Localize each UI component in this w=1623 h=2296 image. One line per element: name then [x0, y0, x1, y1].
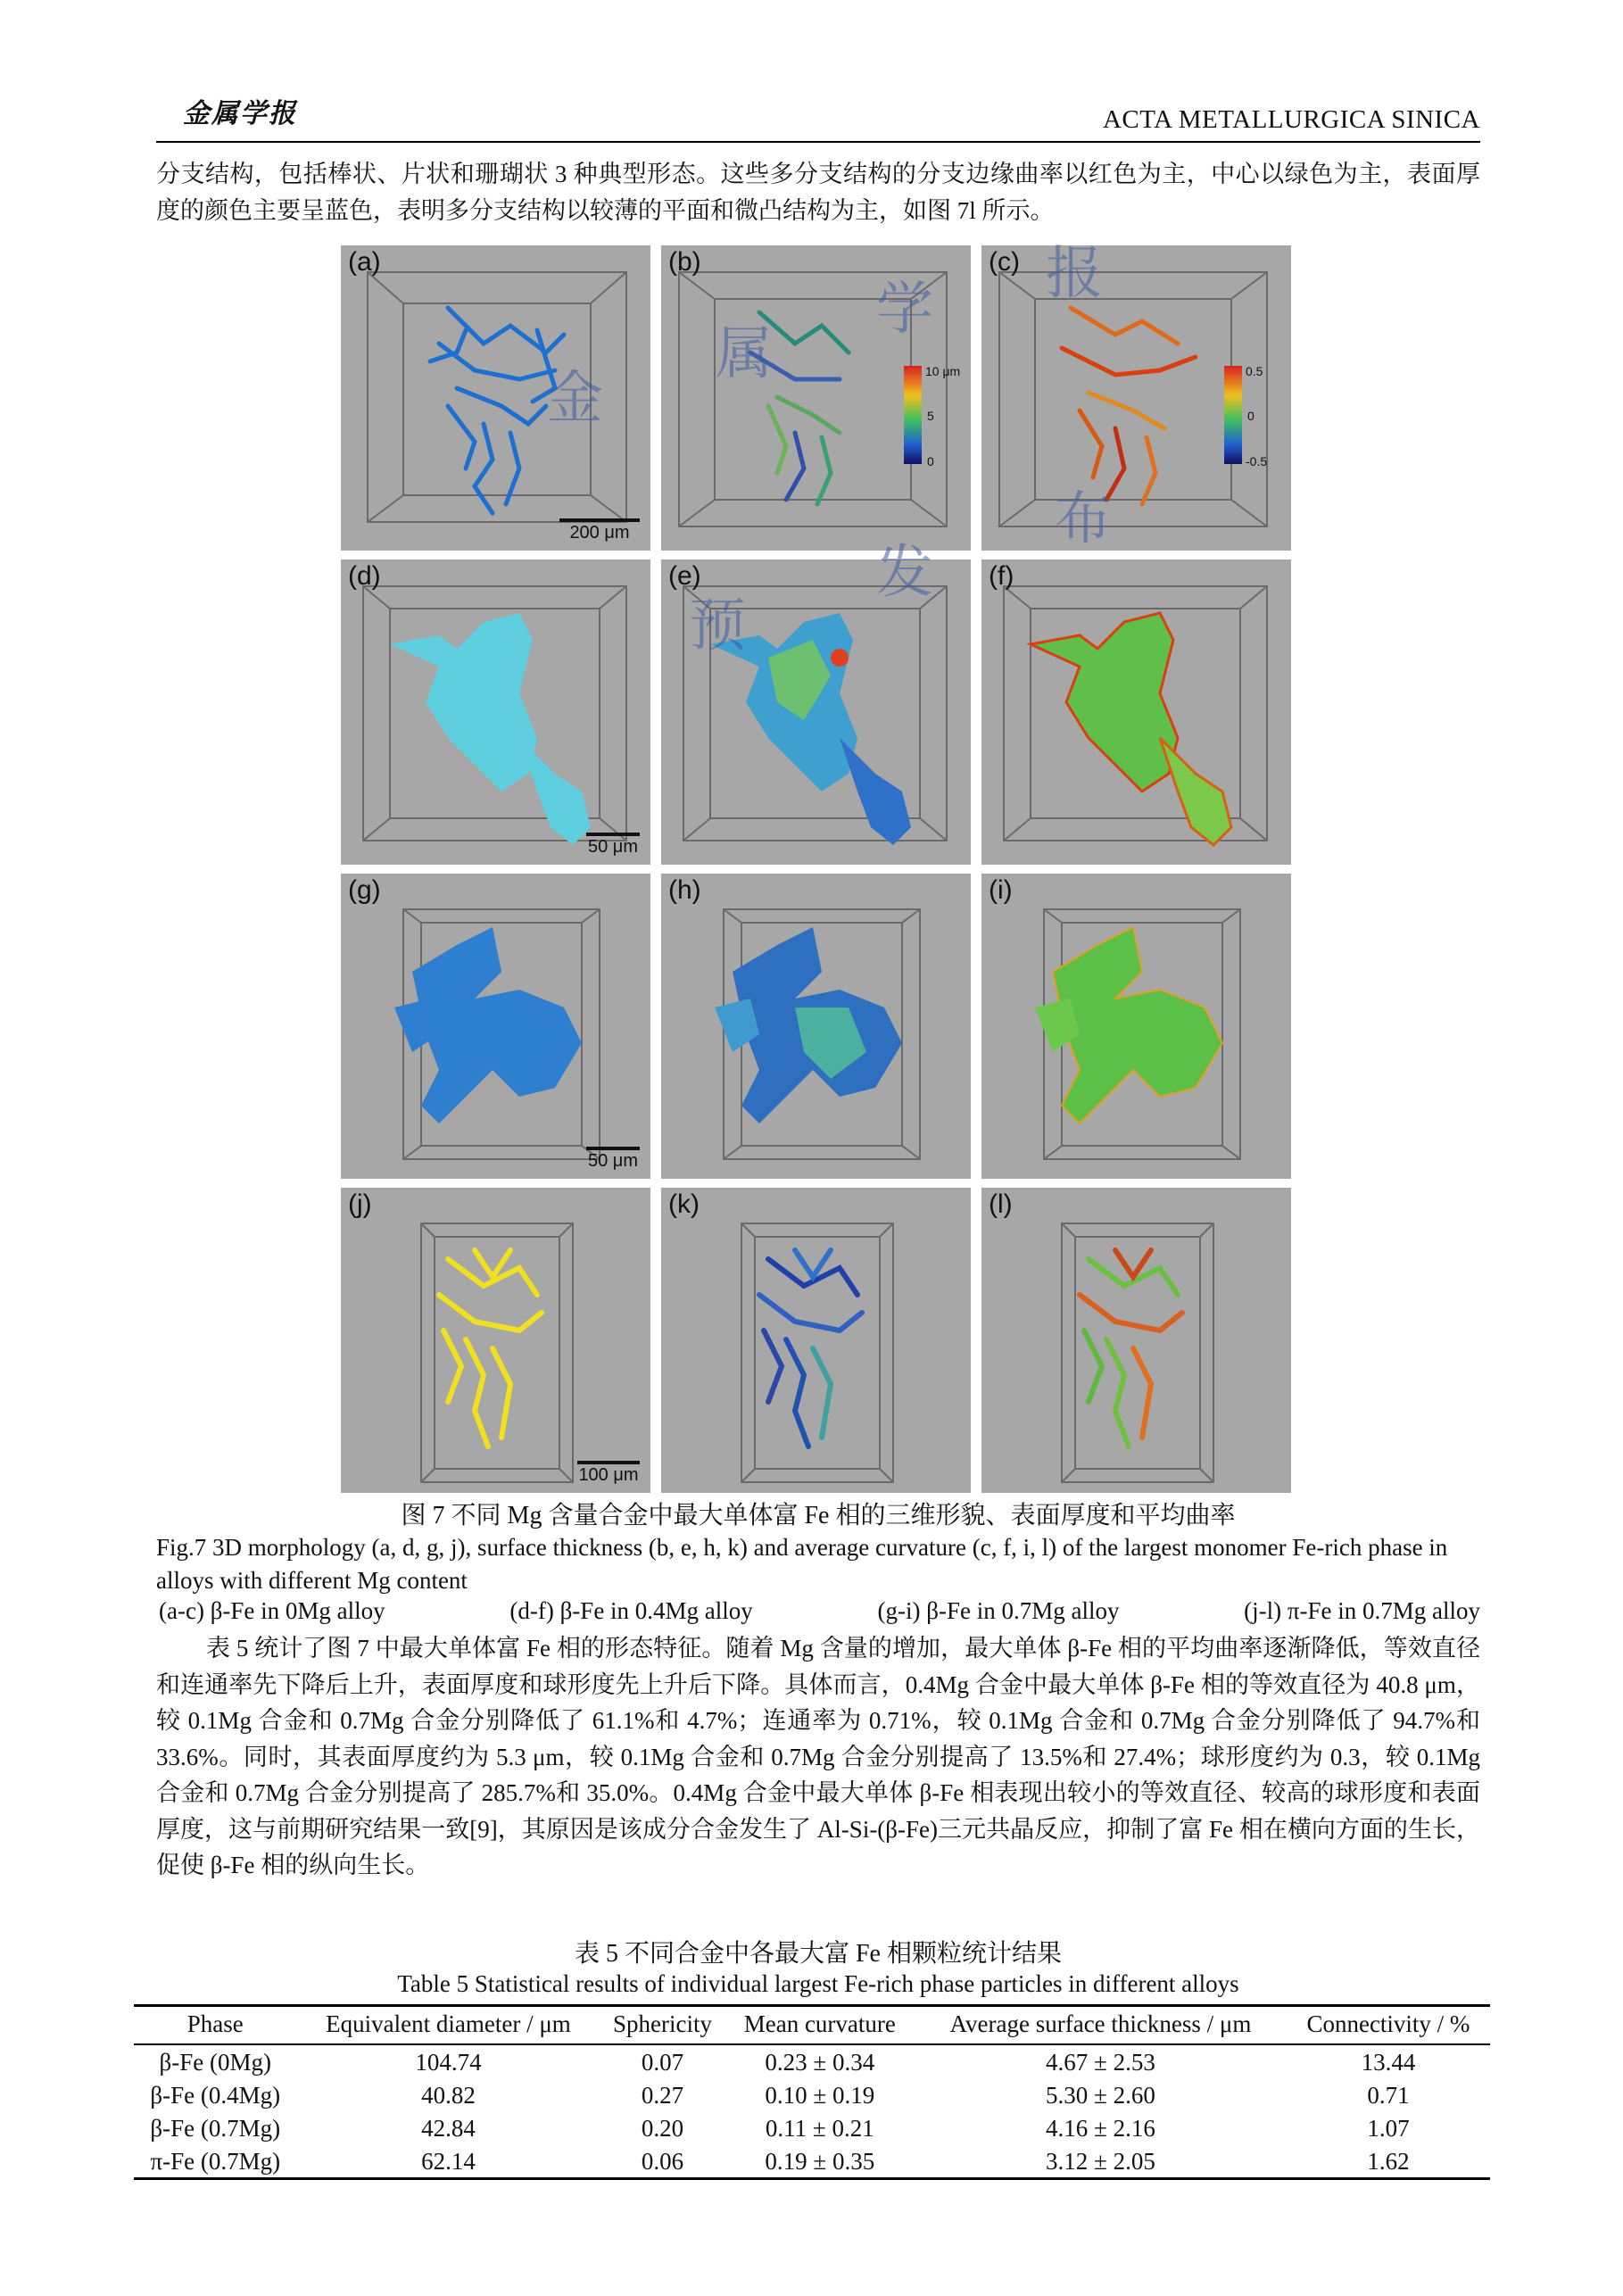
- table-cell: 42.84: [421, 2115, 476, 2142]
- table-cell: 0.06: [600, 2144, 725, 2179]
- panel-f-label: (f): [989, 561, 1014, 591]
- panel-g-render: [341, 874, 650, 1179]
- panel-c-render: [981, 245, 1291, 551]
- panel-i-render: [981, 874, 1291, 1179]
- panel-i: [981, 874, 1291, 1179]
- column-header: Sphericity: [600, 2006, 725, 2045]
- table-cell: β-Fe (0.7Mg): [150, 2115, 281, 2142]
- panel-l-label: (l): [989, 1189, 1013, 1219]
- journal-logo: 金属学报: [183, 99, 297, 128]
- panel-h: [661, 874, 971, 1179]
- column-header: Connectivity / %: [1287, 2006, 1490, 2045]
- figure-7: [341, 241, 1291, 1495]
- panel-l: [981, 1188, 1291, 1493]
- panel-f: [981, 559, 1291, 865]
- panel-e-label: (e): [668, 561, 701, 591]
- panel-k: [661, 1188, 971, 1493]
- table-row: [134, 2111, 1490, 2144]
- table-cell: 4.16 ± 2.16: [1046, 2115, 1155, 2142]
- scale-bar-label: 100 μm: [578, 1465, 639, 1485]
- table-cell: 0.10 ± 0.19: [765, 2082, 875, 2109]
- scale-bar: [577, 1461, 640, 1486]
- statistics-table: [134, 2004, 1490, 2180]
- colorbar-max: 0.5: [1246, 364, 1263, 378]
- table-cell: 1.62: [1287, 2144, 1490, 2179]
- table-cell: β-Fe (0.4Mg): [150, 2082, 281, 2109]
- paragraph-2: 表 5 统计了图 7 中最大单体富 Fe 相的形态特征。随着 Mg 含量的增加，最大单体 β-Fe 相的平均曲率逐渐降低，等效直径和连通率先下降后上升，表面厚度和球形度先上升后下降。具体而言，0.4Mg 合金中最大单体 β-Fe 相的等效直径为 40.8 μm，较 0.1Mg 合金和 0.7Mg 合金分别降低了 61.1%和 4.7%；连通率为 0.71%，较 0.1Mg 合金和 0.7Mg 合金分别降低了 94.7%和 33.6%。同时，其表面厚度约为 5.3 μm，较 0.1Mg 合金和 0.7Mg 合金分别提高了 13.5%和 27.4%；球形度约为 0.3，较 0.1Mg 合金和 0.7Mg 合金分别提高了 285.7%和 35.0%。0.4Mg 合金中最大单体 β-Fe 相表现出较小的等效直径、较高的球形度和表面厚度，这与前期研究结果一致[9]，其原因是该成分合金发生了 Al-Si-(β-Fe)三元共晶反应，抑制了富 Fe 相在横向方面的生长，促使 β-Fe 相的纵向生长。: [156, 1635, 1480, 1878]
- table-cell: 0.11 ± 0.21: [765, 2115, 874, 2142]
- table-row: [134, 2144, 1490, 2179]
- watermark-char: 属: [716, 321, 773, 387]
- table-cell: 0.27: [641, 2082, 684, 2109]
- panel-j-label: (j): [348, 1189, 372, 1219]
- panel-g: [341, 874, 650, 1179]
- table-cell: 0.71: [1367, 2082, 1410, 2109]
- panel-k-label: (k): [668, 1189, 700, 1219]
- subcaption: (a-c) β-Fe in 0Mg alloy: [159, 1597, 385, 1624]
- table-title-cn: 表 5 不同合金中各最大富 Fe 相颗粒统计结果: [574, 1940, 1062, 1968]
- watermark-char: 预: [689, 593, 746, 659]
- colorbar-mid: 0: [1247, 409, 1255, 423]
- scale-bar: [586, 833, 640, 858]
- table-cell: β-Fe (0Mg): [159, 2049, 272, 2076]
- scale-bar: [586, 1147, 640, 1172]
- panel-h-render: [661, 874, 971, 1179]
- table-cell: 13.44: [1361, 2049, 1416, 2076]
- table-cell: 4.67 ± 2.53: [1046, 2049, 1155, 2076]
- panel-f-render: [981, 559, 1291, 865]
- panel-a: [341, 245, 650, 551]
- table-header-row: [134, 2006, 1490, 2045]
- panel-j: [341, 1188, 650, 1493]
- table-cell: 3.12 ± 2.05: [915, 2144, 1287, 2179]
- table-cell: 5.30 ± 2.60: [1046, 2082, 1155, 2109]
- colorbar-mid: 5: [927, 409, 934, 423]
- watermark-char: 布: [1055, 486, 1112, 552]
- panel-d: [341, 559, 650, 865]
- journal-name: ACTA METALLURGICA SINICA: [1102, 105, 1480, 134]
- panel-i-label: (i): [989, 875, 1013, 905]
- subcaption: (j-l) π-Fe in 0.7Mg alloy: [1244, 1597, 1480, 1624]
- watermark-char: 金: [546, 366, 603, 432]
- figure-caption-cn: 图 7 不同 Mg 含量合金中最大单体富 Fe 相的三维形貌、表面厚度和平均曲率: [401, 1502, 1236, 1529]
- table-title-en: Table 5 Statistical results of individual largest Fe-rich phase particles in different alloys: [397, 1970, 1239, 1997]
- column-header: Average surface thickness / μm: [915, 2006, 1287, 2045]
- colorbar-min: -0.5: [1246, 454, 1268, 468]
- figure-subcaptions: [159, 1597, 1480, 1625]
- table-row: [134, 2044, 1490, 2078]
- table-cell: 0.07: [641, 2049, 684, 2076]
- panel-g-label: (g): [348, 875, 381, 905]
- scale-bar-label: 200 μm: [569, 523, 630, 543]
- figure-caption-en: Fig.7 3D morphology (a, d, g, j), surface thickness (b, e, h, k) and average curvature (c, f, i, l) of the largest monomer Fe-rich phase in alloys with different Mg content: [156, 1534, 1448, 1594]
- scale-bar-label: 50 μm: [588, 1151, 638, 1171]
- panel-j-render: [341, 1188, 650, 1493]
- panel-d-label: (d): [348, 561, 381, 591]
- header-rule: [156, 141, 1480, 143]
- scale-bar: [559, 518, 640, 543]
- watermark-char: 报: [1046, 241, 1103, 307]
- panel-k-render: [661, 1188, 971, 1493]
- panel-a-render: [341, 245, 650, 551]
- table-cell: 0.20: [641, 2115, 684, 2142]
- panel-h-label: (h): [668, 875, 701, 905]
- table-cell: 40.82: [421, 2082, 476, 2109]
- table-cell: 0.19 ± 0.35: [725, 2144, 915, 2179]
- table-cell: 104.74: [415, 2049, 482, 2076]
- watermark-char: 发: [876, 540, 933, 606]
- column-header: Equivalent diameter / μm: [297, 2006, 600, 2045]
- panel-l-render: [981, 1188, 1291, 1493]
- paragraph-1: 分支结构，包括棒状、片状和珊瑚状 3 种典型形态。这些多分支结构的分支边缘曲率以红色为主，中心以绿色为主，表面厚度的颜色主要呈蓝色，表明多分支结构以较薄的平面和微凸结构为主，如图 7l 所示。: [156, 161, 1480, 224]
- panel-b-label: (b): [668, 247, 701, 277]
- panel-a-label: (a): [348, 247, 381, 277]
- panel-c: [981, 245, 1291, 551]
- watermark-char: 学: [876, 277, 933, 343]
- subcaption: (d-f) β-Fe in 0.4Mg alloy: [509, 1597, 753, 1624]
- scale-bar-label: 50 μm: [588, 837, 638, 857]
- panel-c-label: (c): [989, 247, 1020, 277]
- table-row: [134, 2078, 1490, 2111]
- table-cell: 62.14: [297, 2144, 600, 2179]
- subcaption: (g-i) β-Fe in 0.7Mg alloy: [877, 1597, 1120, 1624]
- colorbar-max: 10 μm: [925, 364, 961, 378]
- table-cell: π-Fe (0.7Mg): [134, 2144, 297, 2179]
- column-header: Phase: [134, 2006, 297, 2045]
- panel-d-render: [341, 559, 650, 865]
- table-cell: 1.07: [1367, 2115, 1410, 2142]
- colorbar-min: 0: [927, 454, 934, 468]
- column-header: Mean curvature: [725, 2006, 915, 2045]
- table-cell: 0.23 ± 0.34: [765, 2049, 875, 2076]
